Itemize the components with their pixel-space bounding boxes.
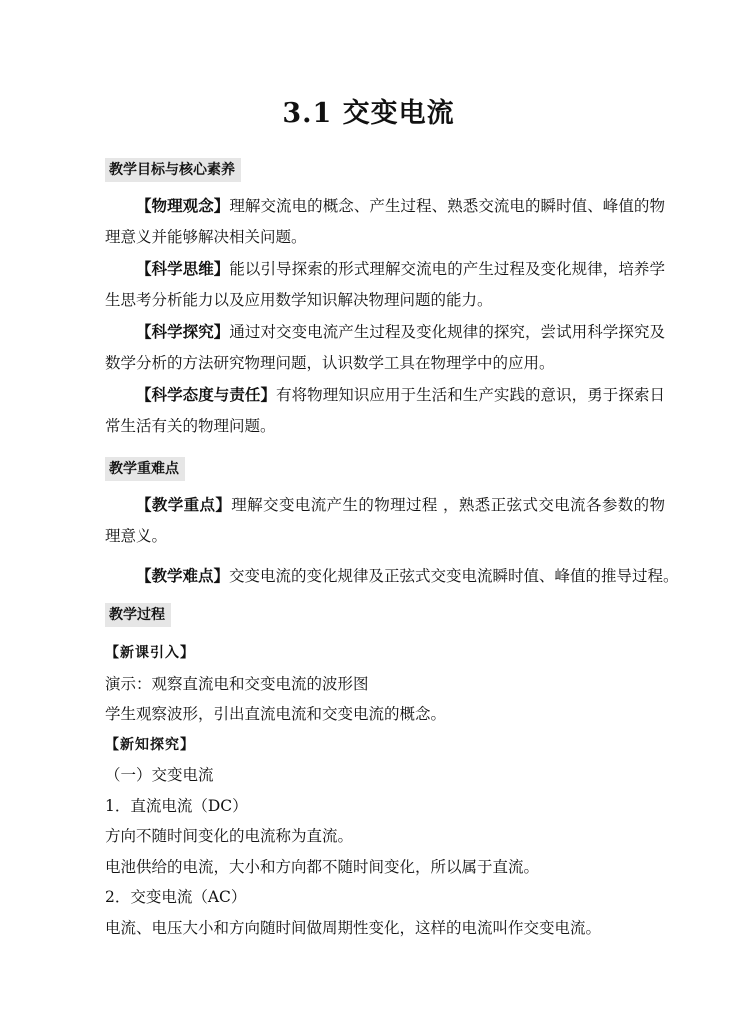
key-point-text: 交变电流的变化规律及正弦式交变电流瞬时值、峰值的推导过程。: [229, 567, 679, 585]
document-body: [105, 158, 679, 943]
objective-paragraph: [105, 253, 665, 316]
explore-heading: 【新知探究】: [105, 736, 195, 753]
section-key-points: [105, 457, 665, 481]
intro-line: 演示：观察直流电和交变电流的波形图: [105, 674, 369, 693]
objective-label: 【科学态度与责任】: [136, 385, 277, 404]
section-heading-objectives: 教学目标与核心素养: [105, 158, 241, 182]
section-heading-key-points: 教学重难点: [105, 457, 185, 481]
objective-paragraph: [105, 379, 665, 442]
page-title: 3.1 交变电流: [282, 98, 455, 129]
key-point-paragraph: [105, 489, 665, 552]
explore-line: 电池供给的电流，大小和方向都不随时间变化，所以属于直流。: [105, 857, 540, 876]
explore-line: 方向不随时间变化的电流称为直流。: [105, 827, 354, 845]
explore-line: 2．交变电流（AC）: [105, 888, 247, 906]
key-point-paragraph: [105, 560, 679, 592]
section-objectives: [105, 158, 665, 182]
explore-line: 1．直流电流（DC）: [105, 796, 248, 815]
explore-line: （一）交变电流: [105, 766, 214, 784]
section-process: [105, 603, 665, 627]
key-point-label: 【教学重点】: [136, 495, 232, 514]
objective-text: 有将物理知识应用于生活和生产实践的意识，勇于探索日常生活有关的物理问题。: [105, 386, 665, 435]
objective-label: 【科学探究】: [136, 322, 230, 341]
explore-line: 电流、电压大小和方向随时间做周期性变化，这样的电流叫作交变电流。: [105, 918, 602, 937]
objective-text: 能以引导探索的形式理解交流电的产生过程及变化规律，培养学生思考分析能力以及应用数学知识解决物理问题的能力。: [105, 260, 665, 309]
objective-paragraph: [105, 190, 665, 253]
objective-paragraph: [105, 316, 665, 379]
intro-line: 学生观察波形，引出直流电流和交变电流的概念。: [105, 705, 447, 723]
objective-label: 【物理观念】: [136, 196, 230, 215]
objective-text: 理解交流电的概念、产生过程、熟悉交流电的瞬时值、峰值的物理意义并能够解决相关问题。: [105, 197, 665, 246]
key-point-text: 理解交变电流产生的物理过程 ，熟悉正弦式交电流各参数的物理意义。: [105, 496, 665, 545]
intro-heading: 【新课引入】: [105, 645, 195, 661]
key-point-label: 【教学难点】: [136, 566, 230, 585]
objective-text: 通过对交变电流产生过程及变化规律的探究，尝试用科学探究及数学分析的方法研究物理问题，认识数学工具在物理学中的应用。: [105, 323, 665, 372]
objective-label: 【科学思维】: [136, 259, 230, 278]
section-heading-process: 教学过程: [105, 603, 171, 627]
